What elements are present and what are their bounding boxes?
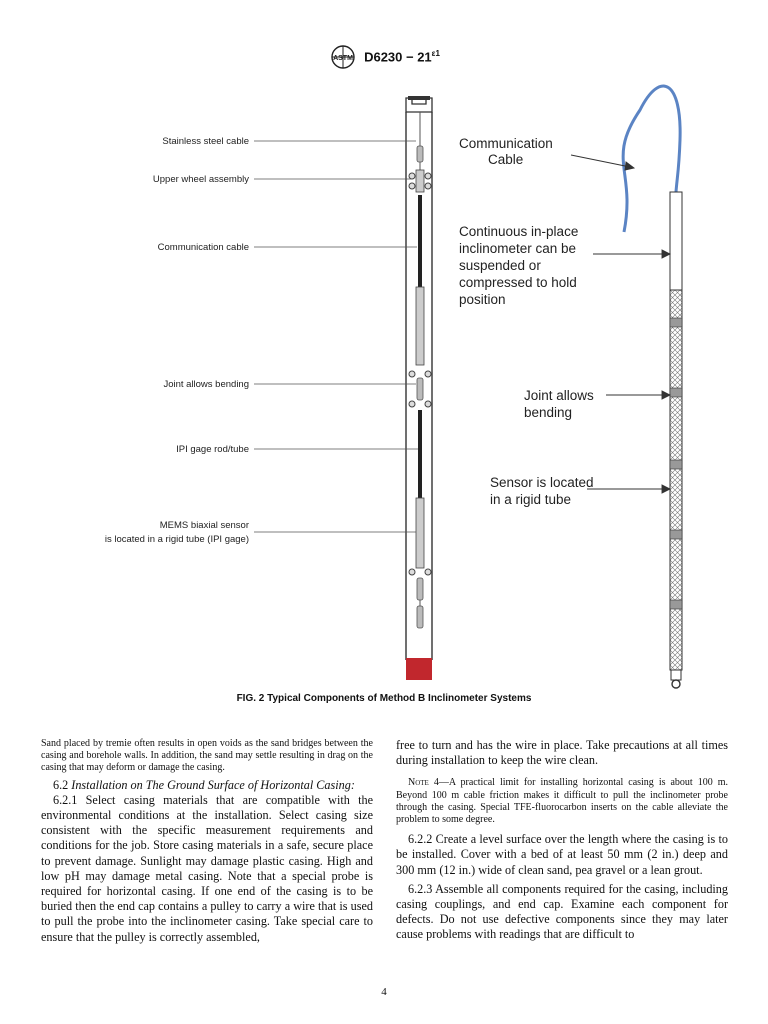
ipi-casing-drawing: [406, 96, 432, 680]
label-joint-bending: Joint allows bending: [163, 379, 249, 390]
section-6-2-heading: 6.2 Installation on The Ground Surface of Horizontal Casing:: [53, 777, 355, 792]
label-upper-wheel: Upper wheel assembly: [152, 174, 249, 185]
para-continued: free to turn and has the wire in place. Take precautions at all times during installation to keep the wire clean.: [396, 738, 728, 768]
label-comm-2: Cable: [488, 152, 524, 167]
label-joint-2: bending: [524, 405, 573, 420]
standard-designation: $D6230 - 21^{\varepsilon 1}$: [364, 49, 440, 65]
figure-caption: FIG. 2 Typical Components of Method B Inclinometer Systems: [236, 693, 532, 704]
para-sand: Sand placed by tremie often results in open voids as the sand bridges between the casing and borehole walls. In addition, the sand may settle resulting in drag on the casing that may deform or damage the casing.: [41, 738, 373, 774]
right-column: [396, 738, 728, 943]
label-stainless-cable: Stainless steel cable: [162, 136, 249, 147]
end-cap-red: [406, 658, 432, 680]
label-sensor-2: in a rigid tube: [490, 492, 572, 507]
left-column: [41, 738, 373, 945]
continuous-ipi-drawing: [623, 86, 682, 688]
label-mems-sensor-1: MEMS biaxial sensor: [159, 520, 249, 531]
page-number: 4: [381, 986, 387, 998]
para-6-2-1: 6.2.1 Select casing materials that are compatible with the environmental conditions at the installation. Select casing size consistent with the specific measurement requirements and conditions for the job. Store casing materials in a safe, secure place to prevent damage. Sunlight may damage plastic casing. High and low pH may damage metal casing. Note that a special probe is required for horizontal casing. If one end of the casing is to be buried then the end cap contains a pulley to carry a wire that is used to pull the probe into the inclinometer casing. Take special care to ensure that the pulley is correctly assembled,: [41, 792, 373, 944]
label-comm-1: Communication: [459, 136, 553, 151]
label-cont-5: position: [459, 292, 506, 307]
logo-text: ASTM: [333, 55, 353, 62]
label-ipi-gage: IPI gage rod/tube: [176, 444, 249, 455]
label-cont-1: Continuous in-place: [459, 224, 579, 239]
para-6-2-3: 6.2.3 Assemble all components required for the casing, including casing couplings, and end cap. Examine each component for defects. Do not use defective components since they may later cause problems with readings that are difficult to: [396, 881, 728, 942]
label-cont-4: compressed to hold: [459, 275, 577, 290]
note-4: Note 4—A practical limit for installing horizontal casing is about 100 m. Beyond 100 m cable friction makes it difficult to pull the inclinometer probe through the casing. Special TFE-fluorocarbon inserts on the cable alleviate the problem to some degree.: [396, 777, 728, 826]
label-joint-1: Joint allows: [524, 388, 594, 403]
label-cont-3: suspended or: [459, 258, 541, 273]
para-6-2-2: 6.2.2 Create a level surface over the length where the casing is to be installed. Cover with a bed of at least 50 mm (2 in.) deep and 300 mm (12 in.) wide of clean sand, pea gravel or a lean grout.: [396, 832, 728, 877]
label-mems-sensor-2: is located in a rigid tube (IPI gage): [104, 534, 249, 545]
label-sensor-1: Sensor is located: [490, 475, 594, 490]
label-cont-2: inclinometer can be: [459, 241, 577, 256]
label-communication-cable: Communication cable: [157, 242, 249, 253]
